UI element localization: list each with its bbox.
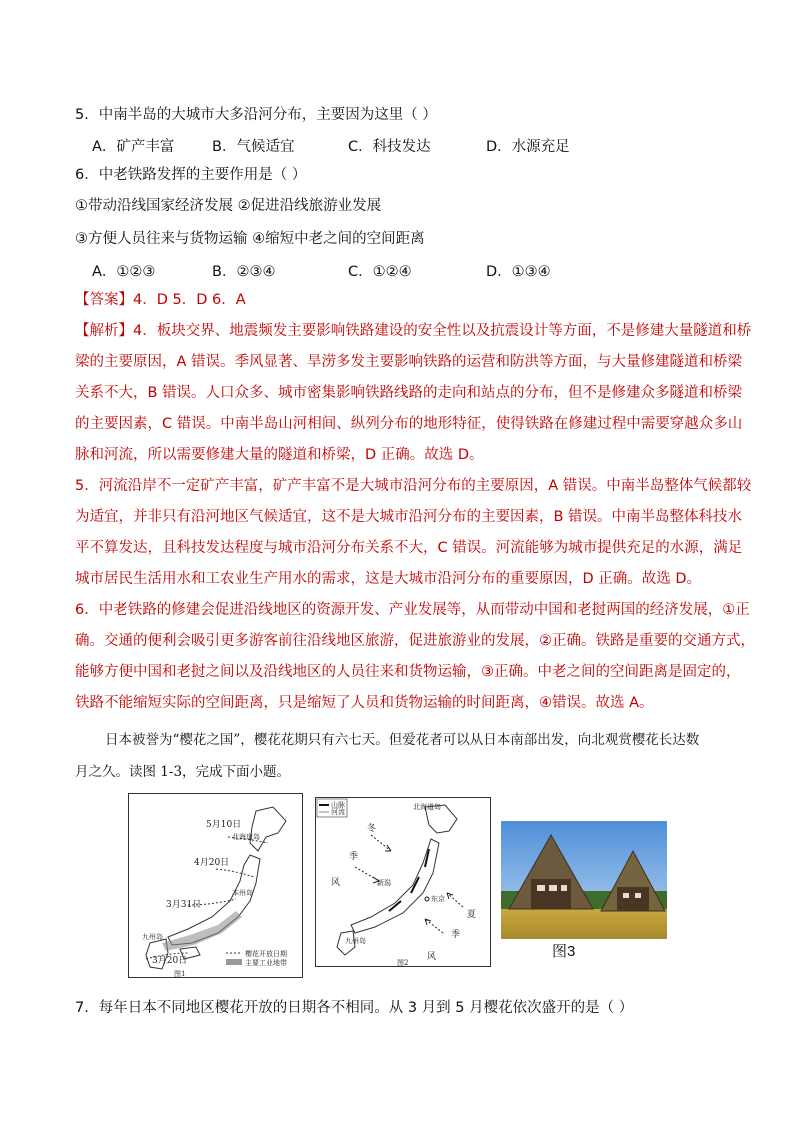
analysis-line: 5．河流沿岸不一定矿产丰富，矿产丰富不是大城市沿河分布的主要原因，A 错误。中南半岛整体气候都较: [75, 478, 752, 494]
analysis-line: 6．中老铁路的修建会促进沿线地区的资源开发、产业发展等，从而带动中国和老挝两国的经济发展，①正: [75, 602, 750, 618]
date-label: 4月20日: [194, 858, 230, 868]
q6-option-b: B．②③④: [212, 264, 276, 280]
passage-intro-1: 日本被誉为“樱花之国”，樱花花期只有六七天。但爱花者可以从日本南部出发，向北观赏樱花长达数: [105, 732, 700, 748]
q5-option-a: A．矿产丰富: [92, 139, 175, 155]
legend-label: 主要工业地带: [245, 959, 287, 967]
figure-1-cherry-blossom-map: [128, 793, 303, 978]
place-label: 北海道岛: [413, 803, 441, 811]
analysis-line: 脉和河流，所以需要修建大量的隧道和桥梁，D 正确。故选 D。: [75, 447, 484, 463]
place-label: 北海道岛: [232, 833, 260, 841]
q6-option-c: C．①②④: [348, 264, 412, 280]
legend-label: 山脉: [331, 801, 345, 809]
question-7-stem: 7．每年日本不同地区樱花开放的日期各不相同。从 3 月到 5 月樱花依次盛开的是（ ）: [75, 1000, 634, 1016]
legend-label: 樱花开放日期: [245, 950, 287, 958]
analysis-line: 能够方便中国和老挝之间以及沿线地区的人员往来和货物运输，③正确。中老之间的空间距离是固定的，: [75, 664, 741, 680]
monsoon-label: 季: [349, 852, 359, 862]
figure-3-caption: 图3: [552, 943, 576, 960]
figure-caption: 图1: [174, 970, 186, 978]
analysis-line: 关系不大，B 错误。人口众多、城市密集影响铁路线路的走向和站点的分布，但不是修建众多隧道和桥梁: [75, 385, 743, 401]
monsoon-label: 风: [427, 952, 437, 962]
analysis-line: 的主要因素，C 错误。中南半岛山河相间、纵列分布的地形特征，使得铁路在修建过程中需要穿越众多山: [75, 416, 743, 432]
analysis-line: 城市居民生活用水和工农业生产用水的需求，这是大城市沿河分布的重要原因，D 正确。故选 D。: [75, 571, 702, 587]
house-wall: [617, 887, 649, 911]
place-label: 新潟: [377, 879, 391, 887]
monsoon-label: 风: [331, 878, 341, 888]
place-label: 九州岛: [345, 937, 366, 945]
date-label: 5月10日: [206, 820, 242, 830]
monsoon-label: 季: [451, 930, 461, 940]
answer-line: 【答案】4．D 5．D 6．A: [75, 292, 246, 308]
figure-2-monsoon-map: [315, 797, 491, 967]
question-6-items-1: ①带动沿线国家经济发展 ②促进沿线旅游业发展: [75, 198, 382, 214]
monsoon-label: 冬: [367, 824, 377, 834]
analysis-line: 梁的主要原因，A 错误。季风显著、旱涝多发主要影响铁路的运营和防洪等方面，与大量修建隧道和桥梁: [75, 354, 743, 370]
monsoon-label: 夏: [467, 910, 477, 920]
analysis-line: 确。交通的便利会吸引更多游客前往沿线地区旅游，促进旅游业的发展，②正确。铁路是重要的交通方式，: [75, 633, 755, 649]
analysis-line: 【解析】4．板块交界、地震频发主要影响铁路建设的安全性以及抗震设计等方面，不是修建大量隧道和桥: [75, 323, 752, 339]
question-5-stem: 5．中南半岛的大城市大多沿河分布，主要因为这里（ ）: [75, 107, 437, 123]
analysis-line: 铁路不能缩短实际的空间距离，只是缩短了人员和货物运输的时间距离，④错误。故选 A。: [75, 695, 654, 711]
q5-option-d: D．水源充足: [486, 139, 570, 155]
place-label: 本州岛: [232, 889, 253, 897]
rice-field: [501, 909, 667, 939]
analysis-line: 平不算发达，且科技发达程度与城市沿河分布关系不大，C 错误。河流能够为城市提供充足的水源，满足: [75, 540, 743, 556]
place-label: 东京: [431, 895, 445, 903]
date-label: 3月20日: [152, 956, 188, 966]
place-label: 九州岛: [142, 933, 163, 941]
date-label: 3月31日: [166, 900, 202, 910]
question-6-stem: 6．中老铁路发挥的主要作用是（ ）: [75, 167, 307, 183]
house-wall: [531, 879, 571, 909]
passage-intro-2: 月之久。读图 1-3，完成下面小题。: [75, 764, 291, 780]
legend-industry-swatch: [226, 959, 242, 965]
legend-label: 河流: [331, 808, 345, 816]
q5-option-b: B．气候适宜: [212, 139, 295, 155]
figure-3-thatched-houses-photo: [501, 821, 667, 939]
figure-caption: 图2: [397, 959, 409, 967]
question-6-items-2: ③方便人员往来与货物运输 ④缩短中老之间的空间距离: [75, 231, 425, 247]
q6-option-d: D．①③④: [486, 264, 551, 280]
q6-option-a: A．①②③: [92, 264, 156, 280]
analysis-line: 为适宜，并非只有沿河地区气候适宜，这不是大城市沿河分布的主要因素，B 错误。中南半岛整体科技水: [75, 509, 743, 525]
q5-option-c: C．科技发达: [348, 139, 431, 155]
